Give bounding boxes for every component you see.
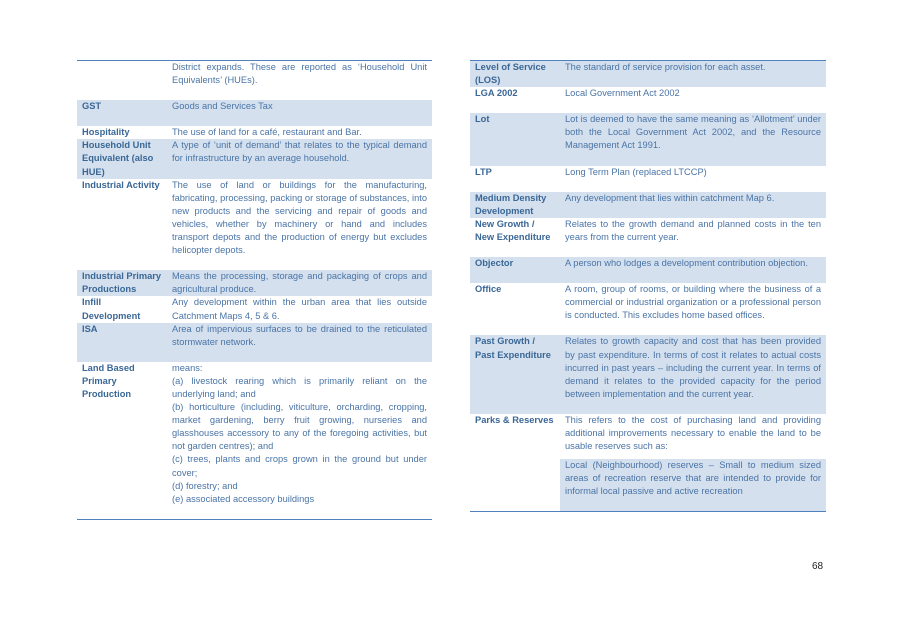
table-row [470, 87, 826, 113]
table-row [470, 218, 826, 257]
glossary-definition: The use of land or buildings for the manufacturing, fabricating, processing, packing or storage of substances, into new products and the servicing and repair of goods and vehicles, whether by machinery or hand and includes transport depots and the production of energy but excludes helicopter depots. [172, 179, 427, 256]
definition-line: (d) forestry; and [172, 480, 238, 491]
table-row [470, 113, 826, 165]
table-row [77, 61, 432, 101]
glossary-definition: Long Term Plan (replaced LTCCP) [565, 166, 707, 177]
glossary-term: Objector [470, 257, 560, 283]
glossary-term: LGA 2002 [475, 88, 518, 99]
glossary-definition [167, 362, 432, 520]
glossary-term: Industrial Activity [82, 179, 160, 190]
glossary-term [77, 61, 167, 101]
table-row [77, 296, 432, 322]
glossary-term: LTP [475, 166, 492, 177]
table-row [77, 126, 432, 139]
right-glossary-table [470, 60, 826, 512]
definition-line: (b) horticulture (including, viticulture, orcharding, cropping, market gardening, berry fruit growing, nurseries and glasshouses accessory to any of the foregoing activities, but not garden centres); and [172, 402, 427, 452]
table-row [470, 459, 826, 512]
glossary-term: Level of Service (LOS) [470, 61, 560, 88]
table-row [77, 139, 432, 178]
glossary-definition: Relates to growth capacity and cost that has been provided by past expenditure. In terms of cost it relates to actual costs incurred in past years – including the current year. In terms of demand it relates to the provided capacity for the period between implementation and the current year. [560, 335, 826, 413]
table-row [470, 414, 826, 459]
glossary-definition: Area of impervious surfaces to be drained to the reticulated stormwater network. [167, 323, 432, 362]
table-row [470, 257, 826, 283]
glossary-definition: Local (Neighbourhood) reserves – Small to medium sized areas of recreation reserve that are intended to provide for informal local passive and active recreation [560, 459, 826, 512]
definition-line: means: [172, 362, 203, 373]
glossary-definition: Means the processing, storage and packaging of crops and agricultural produce. [167, 270, 432, 296]
glossary-definition: Any development that lies within catchment Map 6. [560, 192, 826, 218]
glossary-term: Land Based Primary Production [82, 362, 135, 399]
glossary-definition: A person who lodges a development contribution objection. [560, 257, 826, 283]
glossary-term: Office [475, 284, 502, 295]
table-row [77, 362, 432, 520]
glossary-term: Lot [470, 113, 560, 165]
table-row [470, 192, 826, 218]
glossary-definition: Any development within the urban area that lies outside Catchment Maps 4, 5 & 6. [172, 297, 427, 321]
glossary-definition: This refers to the cost of purchasing land and providing additional improvements necessary to enable the land to be usable reserves such as: [565, 414, 821, 452]
definition-line: (a) livestock rearing which is primarily reliant on the underlying land; and [172, 375, 427, 399]
right-glossary-column [470, 60, 826, 512]
glossary-term [470, 459, 560, 512]
glossary-definition: District expands. These are reported as ‘Household Unit Equivalents’ (HUEs). [172, 62, 427, 86]
table-row [77, 270, 432, 296]
glossary-definition: Relates to the growth demand and planned costs in the ten years from the current year. [565, 218, 821, 242]
glossary-definition: The standard of service provision for each asset. [560, 61, 826, 88]
glossary-term: Medium Density Development [470, 192, 560, 218]
glossary-term: Industrial Primary Productions [77, 270, 167, 296]
definition-line: (e) associated accessory buildings [172, 493, 315, 504]
glossary-definition: A type of ‘unit of demand’ that relates to the typical demand for infrastructure by an average household. [167, 139, 432, 178]
glossary-term: New Growth / New Expenditure [475, 218, 551, 242]
glossary-definition: Goods and Services Tax [167, 100, 432, 126]
left-glossary-column [77, 60, 432, 520]
glossary-term: Past Growth / Past Expenditure [470, 335, 560, 413]
glossary-definition: Lot is deemed to have the same meaning as ‘Allotment’ under both the Local Government Act 2002, and the Resource Management Act 1991. [560, 113, 826, 165]
glossary-definition: A room, group of rooms, or building where the business of a commercial or industrial organization or a professional person is conducted. This excludes home based offices. [565, 284, 821, 321]
glossary-term: GST [77, 100, 167, 126]
glossary-term: Infill Development [82, 297, 141, 321]
table-row [77, 179, 432, 271]
glossary-term: ISA [77, 323, 167, 362]
table-row [77, 323, 432, 362]
left-glossary-table [77, 60, 432, 520]
glossary-definition: The use of land for a café, restaurant and Bar. [172, 127, 362, 138]
glossary-definition: Local Government Act 2002 [565, 88, 680, 99]
glossary-term: Household Unit Equivalent (also HUE) [77, 139, 167, 178]
page-number: 68 [812, 561, 824, 572]
table-row [470, 166, 826, 192]
table-row [470, 61, 826, 88]
table-row [470, 283, 826, 335]
glossary-term: Hospitality [82, 127, 130, 138]
definition-line: (c) trees, plants and crops grown in the ground but under cover; [172, 454, 427, 478]
table-row [77, 100, 432, 126]
glossary-term: Parks & Reserves [475, 414, 554, 425]
table-row [470, 335, 826, 413]
